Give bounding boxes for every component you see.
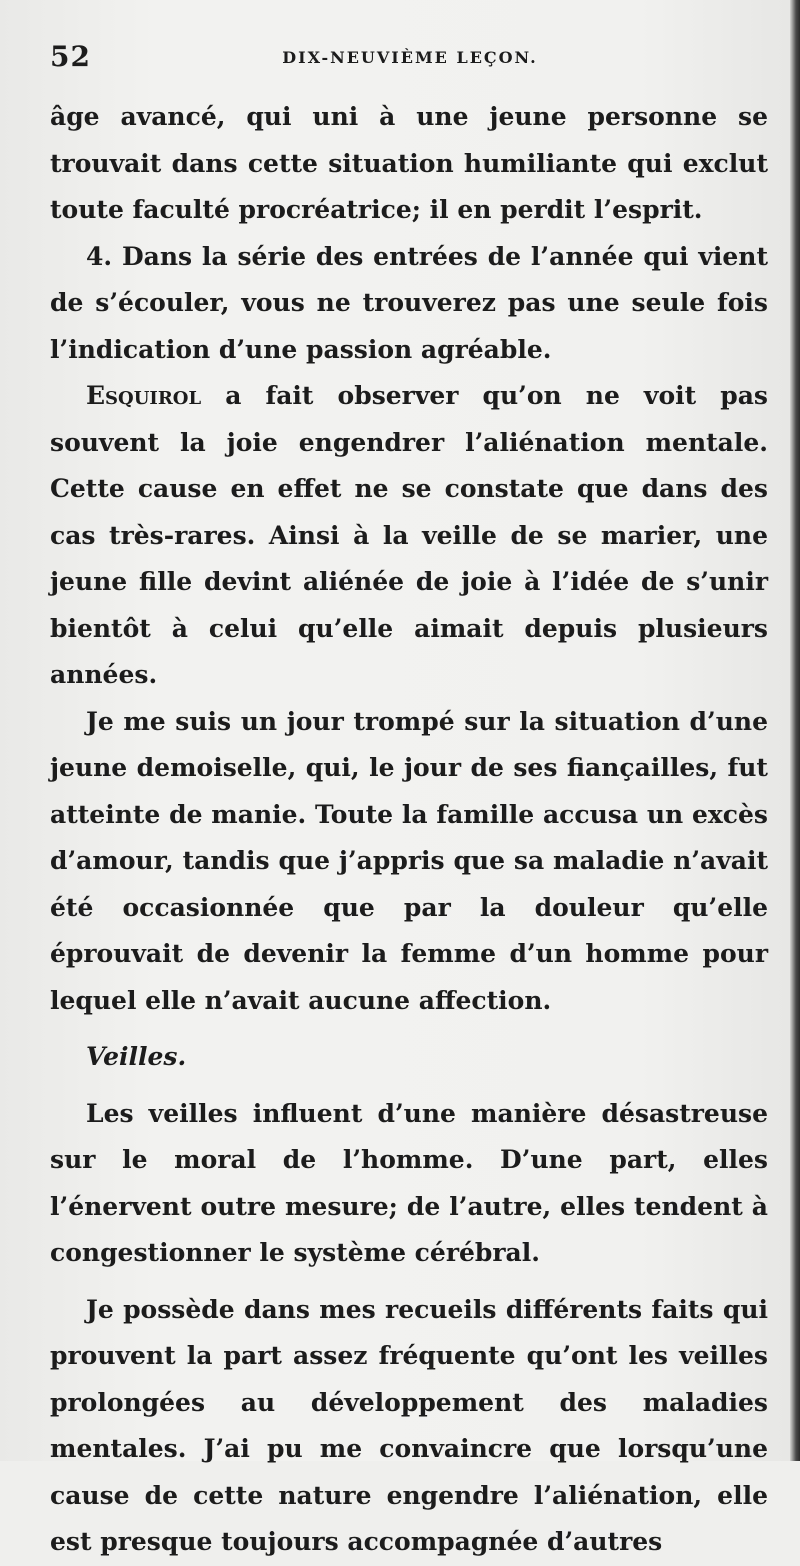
paragraph-demoiselle: Je me suis un jour trompé sur la situation d’une jeune demoiselle, qui, le jour de ses fiançailles, fut atteinte de manie. Toute la famille accusa un excès d’amour, tandis que j’appris que sa maladie n’avait été occasionnée que par la douleur qu’elle éprouvait de devenir la femme d’un homme pour lequel elle n’avait aucune affection. [50,706,768,1015]
page-number: 52 [50,40,91,73]
paragraph-esquirol [50,373,768,699]
paragraph-recueils: Je possède dans mes recueils différents faits qui prouvent la part assez fréquente qu’ont les veilles prolongées au développement des maladies mentales. J’ai pu me convaincre que lorsqu’une cause de cette nature engendre l’aliénation, elle est presque toujours accompagnée d’autres [50,1294,768,1556]
paragraph-gap [50,1277,768,1287]
page-edge-shadow [790,0,800,1461]
section-heading: Veilles. [86,1042,187,1071]
page-header [50,40,770,80]
paragraph-item-4: 4. Dans la série des entrées de l’année qui vient de s’écouler, vous ne trouverez pas une seule fois l’indication d’une passion agréable. [50,241,768,364]
paragraph-veilles: Les veilles influent d’une manière désastreuse sur le moral de l’homme. D’une part, elles l’énervent outre mesure; de l’autre, elles tendent à congestionner le système cérébral. [50,1098,768,1267]
body-text [50,94,768,1566]
paragraph-continuation: âge avancé, qui uni à une jeune personne se trouvait dans cette situation humiliante qui exclut toute faculté procréatrice; il en perdit l’esprit. [50,102,768,224]
author-name: Esquirol [86,381,202,410]
paragraph-esquirol-text: a fait observer qu’on ne voit pas souvent la joie engendrer l’aliénation mentale. Cette cause en effet ne se constate que dans des cas très-rares. Ainsi à la veille de se marier, une jeune fille devint aliénée de joie à l’idée de s’unir bientôt à celui qu’elle aimait depuis plusieurs années. [50,381,768,689]
running-head: DIX-NEUVIÈME LEÇON. [282,48,538,67]
